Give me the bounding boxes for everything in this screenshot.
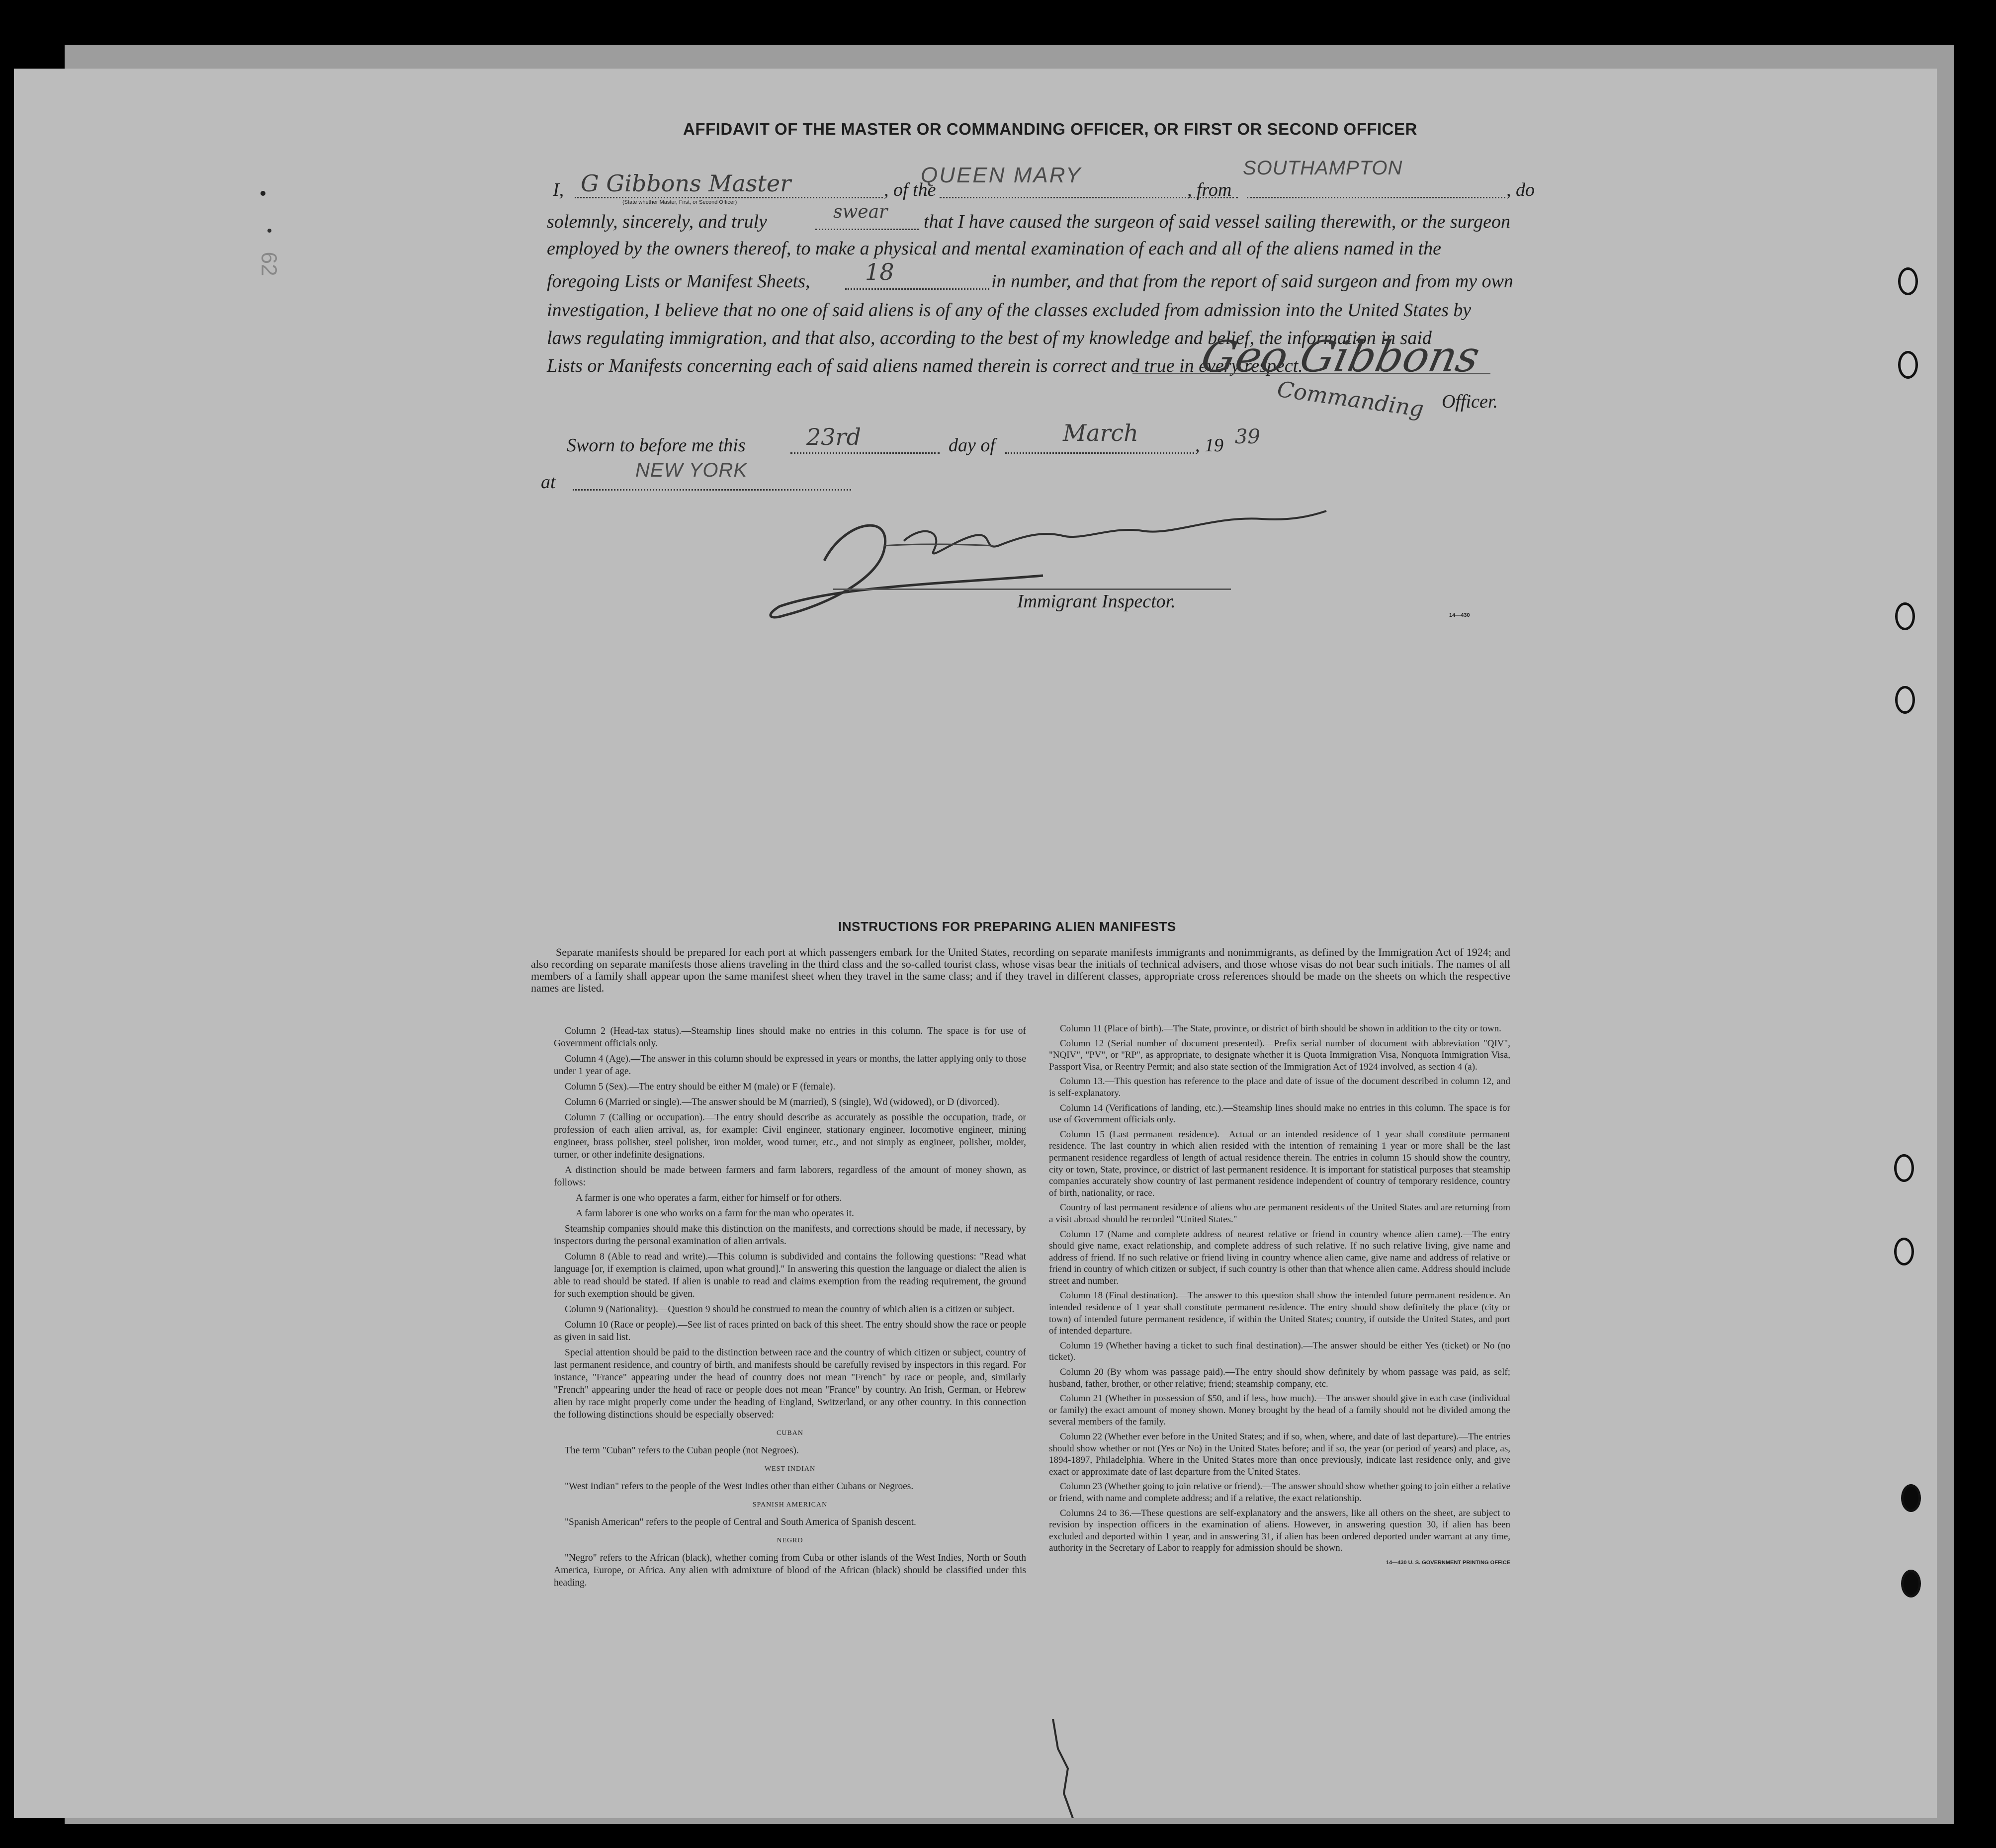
inspector-underline bbox=[833, 588, 1231, 590]
left-paragraph: Column 2 (Head-tax status).—Steamship lines should make no entries in this column. The space is for use of Government officials only. bbox=[554, 1026, 1026, 1049]
right-paragraph: Column 23 (Whether going to join relative or friend).—The answer should show whether going to join either a relative or friend, with name and complete address; and if a relative, the exact relationship. bbox=[1049, 1481, 1510, 1504]
punch-hole bbox=[1895, 686, 1915, 714]
place-stamp: NEW YORK bbox=[635, 459, 748, 481]
left-paragraph: Column 5 (Sex).—The entry should be either M (male) or F (female). bbox=[565, 1082, 836, 1092]
right-paragraph: Column 20 (By whom was passage paid).—The entry should show definitely by whom passage was paid, as self; husband, father, brother, or other relative; friend; steamship company, etc. bbox=[1049, 1367, 1510, 1389]
right-paragraph: Column 11 (Place of birth).—The State, province, or district of birth should be shown in addition to the city or town. bbox=[1060, 1023, 1501, 1034]
affidavit-line-2: solemnly, sincerely, and truly swear that I have caused the surgeon of said vessel sailing therewith, or the surgeon bbox=[547, 202, 1510, 232]
affidavit-line-7: Lists or Manifests concerning each of said aliens named therein is correct and true in every respect. bbox=[547, 355, 1303, 376]
heading-west-indian: WEST INDIAN bbox=[764, 1465, 816, 1473]
instructions-right-column bbox=[1049, 1023, 1510, 1572]
master-signature: Geo Gibbons bbox=[1197, 332, 1484, 382]
ship-name: QUEEN MARY bbox=[921, 163, 1082, 187]
paper-tear bbox=[1038, 1719, 1098, 1818]
left-paragraph: A farmer is one who operates a farm, either for himself or for others. bbox=[576, 1193, 842, 1203]
punch-hole bbox=[1894, 1238, 1914, 1265]
left-paragraph: Special attention should be paid to the distinction between race and the country of which citizen or subject, country of last permanent residence, and country of birth, and manifests should be carefully revised by inspectors in this regard. For instance, "France" appearing under the head of country does not mean "French" by race or people, and, similarly "French" appearing under the head of race or people does not mean "France" by country. An Irish, German, or Hebrew alien by race might properly come under the heading of England, Switzerland, or any other country. In this connection the following distinctions should be especially observed: bbox=[554, 1347, 1026, 1420]
sworn-day: 23rd bbox=[806, 423, 861, 450]
left-paragraph: "West Indian" refers to the people of the West Indies other than either Cubans or Negroes. bbox=[565, 1481, 914, 1492]
left-paragraph: Steamship companies should make this distinction on the manifests, and corrections should be made, if necessary, by inspectors during the personal examination of alien arrivals. bbox=[554, 1224, 1026, 1247]
punch-hole bbox=[1901, 1570, 1921, 1597]
place-line: at NEW YORK bbox=[14, 464, 1937, 499]
punch-hole bbox=[1901, 1484, 1921, 1512]
punch-hole bbox=[1898, 351, 1918, 379]
inspector-label: Immigrant Inspector. bbox=[1017, 591, 1176, 612]
sworn-month: March bbox=[1063, 420, 1138, 446]
printing-office-footer: 14—430 U. S. GOVERNMENT PRINTING OFFICE bbox=[1386, 1559, 1510, 1566]
punch-hole bbox=[1898, 267, 1918, 295]
right-paragraph: Columns 24 to 36.—These questions are self-explanatory and the answers, like all others on the sheet, are subject to revision by inspection officers in the examination of aliens. However, in answering question 30, if alien has been excluded and deported within 1 year, and in answering 31, if alien has been ordered deported under warrant at any time, authority in the Secretary of Labor to reapply for admission should be shown. bbox=[1049, 1508, 1510, 1554]
left-paragraph: A distinction should be made between farmers and farm laborers, regardless of the amount of money shown, as follows: bbox=[554, 1165, 1026, 1188]
heading-negro: NEGRO bbox=[777, 1537, 803, 1544]
heading-spanish-american: SPANISH AMERICAN bbox=[752, 1501, 828, 1509]
left-paragraph: The term "Cuban" refers to the Cuban people (not Negroes). bbox=[565, 1445, 799, 1456]
right-paragraph: Column 15 (Last permanent residence).—Actual or an intended residence of 1 year shall constitute permanent residence. The last country in which alien resided with the intention of remaining 1 year or more shall be the last permanent residence regardless of length of actual residence therein. The entries in column 15 should show the country, city or town, State, province, or district of last permanent residence. It is important for statistical purposes that steamship companies accurately show country of last permanent residence independent of country of temporary residence, country of birth, nationality, or race. bbox=[1049, 1129, 1510, 1198]
left-paragraph: Column 6 (Married or single).—The answer should be M (married), S (single), Wd (widowed), or D (divorced). bbox=[565, 1097, 1000, 1107]
officer-title-handwritten: Commanding bbox=[1275, 376, 1426, 422]
oath-word: swear bbox=[833, 202, 888, 222]
left-paragraph: Column 9 (Nationality).—Question 9 should be construed to mean the country of which alien is a citizen or subject. bbox=[565, 1304, 1015, 1315]
left-paragraph: A farm laborer is one who works on a farm for the man who operates it. bbox=[576, 1208, 854, 1219]
sheet-count: 18 bbox=[865, 258, 894, 285]
left-paragraph: "Spanish American" refers to the people of Central and South America of Spanish descent. bbox=[565, 1517, 916, 1527]
right-paragraph: Column 17 (Name and complete address of nearest relative or friend in country whence alien came).—The entry should give name, exact relationship, and complete address of such relative. If no such relative living, give name and address of friend. If no such relative or friend living in country whence alien came, give name and address of relative or friend in country of which citizen or subject, if such country is other than that whence alien came. Address should include street and number. bbox=[1049, 1229, 1510, 1286]
right-paragraph: Column 13.—This question has reference to the place and date of issue of the document described in column 12, and is self-explanatory. bbox=[1049, 1076, 1510, 1098]
margin-mark: 62 bbox=[257, 252, 281, 276]
right-paragraph: Column 12 (Serial number of document presented).—Prefix serial number of document with abbreviation "QIV", "NQIV", "PV", or "RP", as appropriate, to designate whether it is Quota Immigration Visa, Nonquota Immigration Visa, Passport Visa, or Reentry Permit; and also state section of the Immigration Act of 1924 involved, as section 4 (a). bbox=[1049, 1038, 1510, 1072]
affidavit-line-1: I, G Gibbons Master , of the QUEEN MARY , from SOUTHAMPTON , do bbox=[553, 157, 1535, 200]
affidavit-title: AFFIDAVIT OF THE MASTER OR COMMANDING OFFICER, OR FIRST OR SECOND OFFICER bbox=[683, 120, 1417, 138]
instructions-left-column bbox=[554, 1025, 1026, 1592]
instructions-intro: Separate manifests should be prepared for each port at which passengers embark for the United States, recording on separate manifests immigrants and nonimmigrants, as defined by the Immigration Act of 1924; and also recording on separate manifests those aliens traveling in the third class and the so-called tourist class, whose visas bear the initials of technical advisers, and those whose visas do not bear such initials. The names of all members of a family shall appear upon the same manifest sheet when they travel in the same class; and if they travel in different classes, appropriate cross references should be made on the sheets on which the respective names are listed. bbox=[531, 946, 1510, 994]
affidavit-line-6: laws regulating immigration, and that also, according to the best of my knowledge and belief, the information in said bbox=[547, 328, 1432, 348]
heading-cuban: CUBAN bbox=[776, 1429, 803, 1437]
left-paragraph: Column 8 (Able to read and write).—This column is subdivided and contains the following questions: "Read what language [or, if exemption is claimed, upon what ground]." In answering this question the language or dialect the alien is able to read should be stated. If alien is unable to read and claims exemption from the reading requirement, the ground for such exemption should be given. bbox=[554, 1252, 1026, 1299]
sworn-year: 39 bbox=[1235, 425, 1260, 448]
right-paragraph: Column 21 (Whether in possession of $50, and if less, how much).—The answer should give in each case (individual or family) the exact amount of money shown. Money brought by the head of a family should not be divided among the several members of the family. bbox=[1049, 1393, 1510, 1428]
port-from: SOUTHAMPTON bbox=[1243, 157, 1403, 179]
officer-suffix: Officer. bbox=[1442, 391, 1498, 412]
right-paragraph: Column 18 (Final destination).—The answer to this question shall show the intended future permanent residence. An intended residence of 1 year shall constitute permanent residence. The entry should show definitely the place (city or town) of intended future permanent residence, if within the United States; country, if outside the United States, and port of intended departure. bbox=[1049, 1290, 1510, 1337]
role-note: (State whether Master, First, or Second Officer) bbox=[622, 199, 737, 205]
left-paragraph: Column 10 (Race or people).—See list of races printed on back of this sheet. The entry should show the race or people as given in said list. bbox=[554, 1320, 1026, 1343]
right-paragraph: Column 14 (Verifications of landing, etc.).—Steamship lines should make no entries in this column. The space is for use of Government officials only. bbox=[1049, 1102, 1510, 1125]
affidavit-line-5: investigation, I believe that no one of said aliens is of any of the classes excluded from admission into the United States by bbox=[547, 300, 1472, 321]
form-number: 14—430 bbox=[1449, 612, 1470, 618]
left-paragraph: Column 7 (Calling or occupation).—The entry should describe as accurately as possible the occupation, trade, or profession of each alien arrival, as, for example: Civil engineer, stationary engineer, locomotive engineer, mining engineer, brass polisher, steel polisher, iron molder, wood turner, etc., and not simply as engineer, polisher, molder, turner, or other indefinite designations. bbox=[554, 1112, 1026, 1160]
affidavit-line-4: foregoing Lists or Manifest Sheets, 18 in number, and that from the report of said surgeon and from my own bbox=[547, 258, 1513, 292]
left-paragraph: "Negro" refers to the African (black), whether coming from Cuba or other islands of the West Indies, North or South America, Europe, or Africa. Any alien with admixture of blood of the African (black) should be classified under this heading. bbox=[554, 1553, 1026, 1588]
left-paragraph: Column 4 (Age).—The answer in this column should be expressed in years or months, the latter applying only to those under 1 year of age. bbox=[554, 1054, 1026, 1077]
right-paragraph: Column 19 (Whether having a ticket to such final destination).—The answer should be either Yes (ticket) or No (no ticket). bbox=[1049, 1340, 1510, 1363]
punch-hole bbox=[1895, 602, 1915, 630]
sworn-line: Sworn to before me this 23rd day of March , 19 39 bbox=[567, 420, 1260, 456]
right-paragraph: Column 22 (Whether ever before in the United States; and if so, when, where, and date of last departure).—The entries should show whether or not (Yes or No) in the United States before; and if so, the year (or period of years) and place, as, 1894-1897, Philadelphia. Where in the United States more than once previously, indicate last residence only, and give exact or approximate date of last departure from the United States. bbox=[1049, 1431, 1510, 1477]
punch-hole bbox=[1894, 1154, 1914, 1182]
instructions-title: INSTRUCTIONS FOR PREPARING ALIEN MANIFESTS bbox=[838, 919, 1176, 934]
affidavit-line-3: employed by the owners thereof, to make a physical and mental examination of each and all of the aliens named in the bbox=[547, 238, 1441, 259]
manifest-page bbox=[14, 69, 1937, 1818]
right-paragraph: Country of last permanent residence of aliens who are permanent residents of the United States and are returning from a visit abroad should be recorded "United States." bbox=[1049, 1202, 1510, 1225]
officer-name: G Gibbons Master bbox=[581, 170, 791, 197]
